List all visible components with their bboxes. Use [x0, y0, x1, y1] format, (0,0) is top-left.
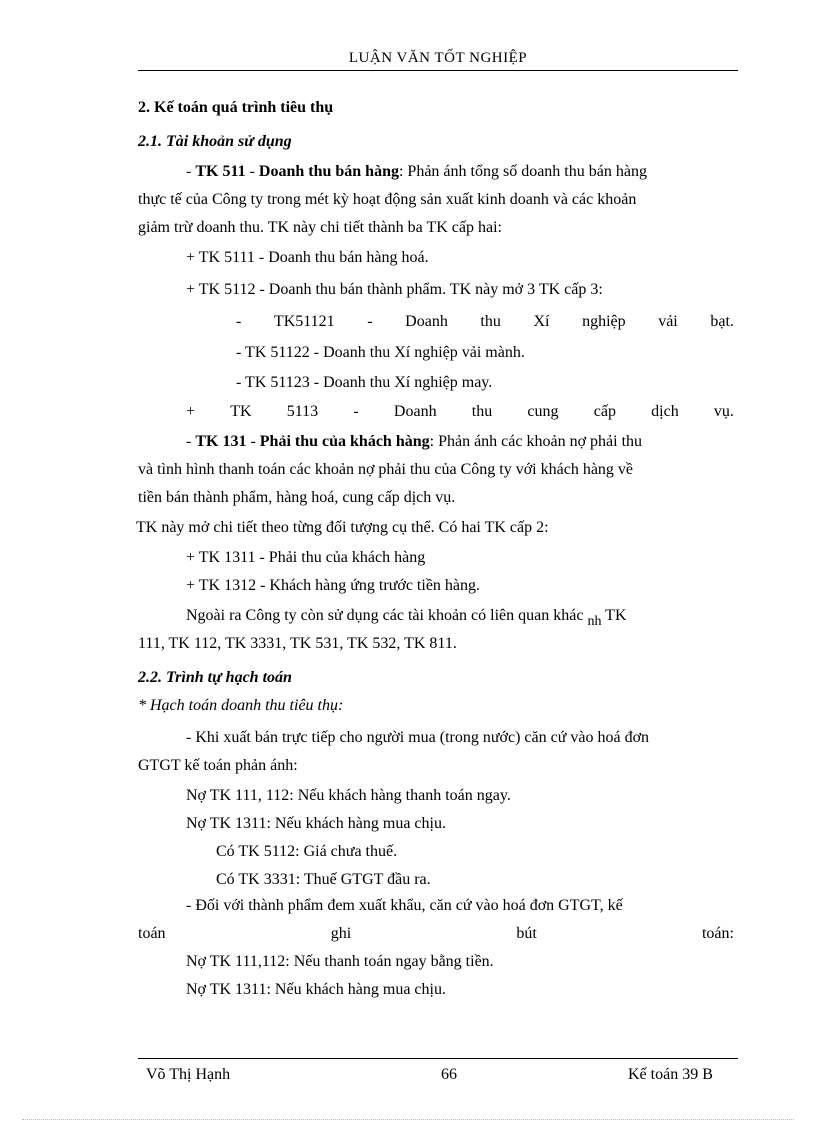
subsection-heading-procedure: 2.2. Trình tự hạch toán — [138, 669, 292, 686]
word: TK — [230, 403, 252, 420]
item-tk5111: + TK 5111 - Doanh thu bán hàng hoá. — [186, 249, 429, 266]
text-rest: : Phản ánh tổng số doanh thu bán hàng — [398, 163, 647, 180]
paragraph-tk131-line4: TK này mở chi tiết theo từng đối tượng cụ thể. Có hai TK cấp 2: — [136, 519, 549, 536]
word: ghi — [330, 925, 352, 942]
paragraph-direct-sale-line1: - Khi xuất bán trực tiếp cho người mua (trong nước) căn cứ vào hoá đơn — [186, 729, 650, 746]
paragraph-tk131-line2: và tình hình thanh toán các khoản nợ phải thu của Công ty với khách hàng về — [138, 461, 634, 478]
word: toán — [138, 925, 166, 942]
paragraph-other-accounts-line1 — [186, 606, 736, 627]
entry-debit-1311: Nợ TK 1311: Nếu khách hàng mua chịu. — [186, 815, 446, 832]
footer-author: Võ Thị Hạnh — [146, 1066, 231, 1083]
text-tail: TK — [601, 607, 627, 624]
paragraph-other-accounts-line2: 111, TK 112, TK 3331, TK 531, TK 532, TK 811. — [138, 635, 457, 652]
item-tk51121 — [236, 312, 734, 332]
account-name: Doanh thu bán hàng — [258, 163, 399, 180]
word: - — [367, 313, 373, 330]
text-dash: - — [246, 433, 260, 450]
word: + — [186, 403, 196, 420]
entry-credit-5112: Có TK 5112: Giá chưa thuế. — [216, 843, 398, 860]
account-code: TK 511 — [195, 163, 246, 180]
word: Doanh — [393, 403, 437, 420]
item-tk51123: - TK 51123 - Doanh thu Xí nghiệp may. — [236, 374, 493, 391]
section-heading: 2. Kế toán quá trình tiêu thụ — [138, 99, 334, 116]
subsection-heading-accounts: 2.1. Tài khoản sử dụng — [138, 133, 292, 150]
paragraph-tk131-line1 — [186, 432, 642, 452]
word: dịch — [651, 403, 679, 420]
entry-credit-3331: Có TK 3331: Thuế GTGT đầu ra. — [216, 871, 431, 888]
footer-rule — [138, 1058, 738, 1059]
word: Doanh — [405, 313, 448, 330]
paragraph-export-line2 — [138, 924, 734, 944]
word: cấp — [593, 403, 616, 420]
text-subscript: nh — [587, 614, 602, 629]
word: cung — [527, 403, 559, 420]
item-tk5112: + TK 5112 - Doanh thu bán thành phẩm. TK này mở 3 TK cấp 3: — [186, 281, 603, 298]
note-revenue: * Hạch toán doanh thu tiêu thụ: — [138, 697, 344, 714]
text-rest: : Phản ánh các khoản nợ phải thu — [429, 433, 643, 450]
page-edge-divider — [22, 1119, 794, 1120]
item-tk5113 — [186, 402, 734, 422]
footer-page-number: 66 — [441, 1066, 457, 1083]
account-name: Phải thu của khách hàng — [259, 433, 430, 450]
paragraph-tk511-line3: giảm trừ doanh thu. TK này chi tiết thành ba TK cấp hai: — [138, 219, 502, 236]
item-tk1311: + TK 1311 - Phải thu của khách hàng — [186, 549, 426, 566]
word: bút — [516, 925, 537, 942]
account-code: TK 131 — [195, 433, 247, 450]
item-tk1312: + TK 1312 - Khách hàng ứng trước tiền hàng. — [186, 577, 481, 594]
header-rule — [138, 70, 738, 71]
word: Xí — [533, 313, 550, 330]
paragraph-direct-sale-line2: GTGT kế toán phản ánh: — [138, 757, 298, 774]
word: vụ. — [713, 403, 734, 420]
footer-class: Kế toán 39 B — [628, 1066, 713, 1083]
entry-debit-1311-credit: Nợ TK 1311: Nếu khách hàng mua chịu. — [186, 981, 446, 998]
paragraph-tk511-line2: thực tế của Công ty trong mét kỳ hoạt động sản xuất kinh doanh và các khoản — [138, 191, 637, 208]
entry-debit-111-112: Nợ TK 111, 112: Nếu khách hàng thanh toán ngay. — [186, 787, 511, 804]
word: thu — [480, 313, 501, 330]
word: TK51121 — [273, 313, 335, 330]
text-dash: - — [245, 163, 259, 180]
word: toán: — [701, 925, 734, 942]
word: - — [236, 313, 242, 330]
word: - — [353, 403, 359, 420]
paragraph-export-line1: - Đối với thành phẩm đem xuất khẩu, căn cứ vào hoá đơn GTGT, kế — [186, 897, 623, 914]
text-main: Ngoài ra Công ty còn sử dụng các tài khoản có liên quan khác — [186, 607, 588, 624]
word: bạt. — [710, 313, 734, 330]
entry-debit-111-112-cash: Nợ TK 111,112: Nếu thanh toán ngay bằng tiền. — [186, 953, 494, 970]
text-prefix: - — [186, 433, 196, 450]
text-prefix: - — [186, 163, 196, 180]
word: 5113 — [286, 403, 319, 420]
running-header: LUẬN VĂN TỐT NGHIỆP — [348, 50, 528, 66]
word: vải — [658, 313, 678, 330]
item-tk51122: - TK 51122 - Doanh thu Xí nghiệp vải mành. — [236, 344, 525, 361]
paragraph-tk511-line1 — [186, 162, 647, 182]
word: thu — [471, 403, 493, 420]
paragraph-tk131-line3: tiền bán thành phẩm, hàng hoá, cung cấp dịch vụ. — [138, 489, 456, 506]
word: nghiệp — [582, 313, 626, 330]
